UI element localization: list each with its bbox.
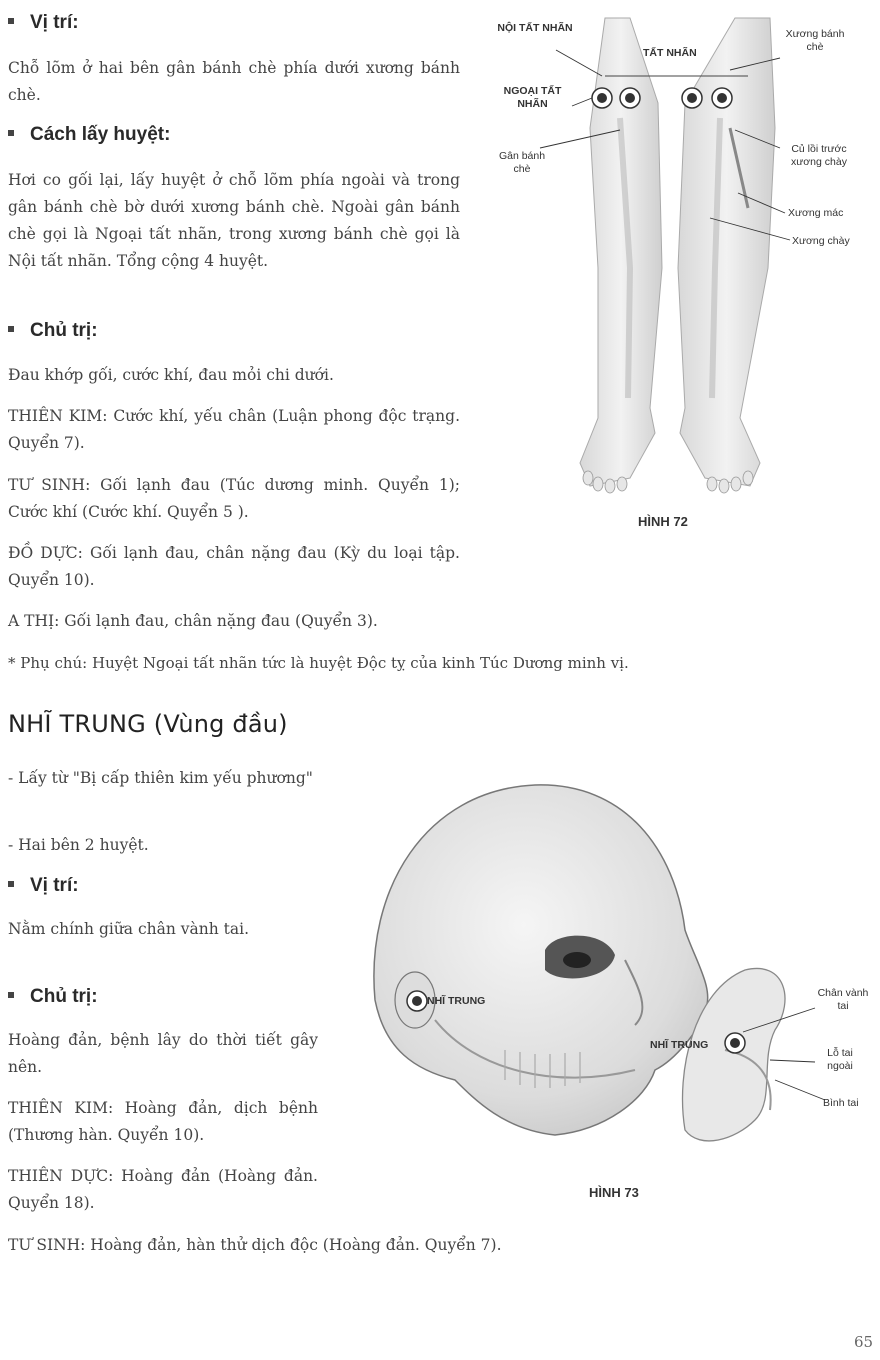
bullet-icon [8,130,14,136]
figure-72-caption: HÌNH 72 [638,514,688,529]
vi-tri-text: Chỗ lõm ở hai bên gân bánh chè phía dưới xương bánh chè. [8,59,460,104]
vi-tri-heading: Vị trí: [8,12,79,34]
chu-tri-item-2: THIÊN DỰC: Hoàng đản (Hoàng đản. Quyển 18). [8,1167,318,1212]
chu-tri-item-2: Hoàng đản, bệnh lây do thời tiết gây nên. [8,1031,318,1076]
label-chan-vanh-tai: Chân vành tai [817,987,869,1012]
label-lo-tai-ngoai: Lỗ tai ngoài [827,1047,853,1072]
head-outline [374,785,708,1135]
cach-lay-huyet-heading: Cách lấy huyệt: [8,124,170,146]
vi-tri-text-2: Nằm chính giữa chân vành tai. [8,920,250,938]
bullet-icon [8,326,14,332]
label-gan-banh-che: Gân bánh chè [498,150,546,175]
vi-tri-heading-2: Vị trí: [8,875,79,897]
label-xuong-mac: Xương mác [788,207,844,219]
label-cu-loi-truoc-xuong-chay: Củ lồi trước xương chày [791,143,847,168]
label-xuong-banh-che: Xương bánh chè [785,28,845,53]
chu-tri-item-2: THIÊN KIM: Hoàng đản, dịch bệnh (Thương hàn. Quyển 10). [8,1099,318,1144]
tu-sinh-text: TƯ SINH: Hoàng đản, hàn thử dịch độc (Hoàng đản. Quyển 7). [8,1236,502,1254]
label-nhi-trung-ear: NHĨ TRUNG [650,1039,709,1051]
a-thi-text: A THỊ: Gối lạnh đau, chân nặng đau (Quyển 3). [8,612,378,630]
chu-tri-item: Đau khớp gối, cước khí, đau mỏi chi dưới. [8,366,334,384]
label-noi-tat-nhan: NỘI TẤT NHÃN [497,22,573,34]
figure-72-legs-illustration [480,8,880,508]
chu-tri-heading-2: Chủ trị: [8,986,98,1008]
chu-tri-item: TƯ SINH: Gối lạnh đau (Túc dương minh. Quyển 1); Cước khí (Cước khí. Quyển 5 ). [8,476,460,521]
section-title-nhi-trung: NHĨ TRUNG (Vùng đầu) [8,710,288,738]
bullet-icon [8,18,14,24]
figure-73-caption: HÌNH 73 [589,1185,639,1200]
left-leg-shape [580,18,662,486]
source-line: - Lấy từ "Bị cấp thiên kim yếu phương" [8,769,313,787]
label-ngoai-tat-nhan: NGOẠI TẤT NHÃN [503,85,562,110]
label-xuong-chay: Xương chày [792,235,850,247]
cach-lay-huyet-text: Hơi co gối lại, lấy huyệt ở chỗ lõm phía ngoài và trong gân bánh chè bờ dưới xương bánh chè. Ngoài gân bánh chè gọi là Ngoại tất nhãn, trong xương bánh chè gọi là Nội tất nhãn. Tổng cộng 4 huyệt. [8,171,460,270]
chu-tri-heading: Chủ trị: [8,320,98,342]
chu-tri-item: THIÊN KIM: Cước khí, yếu chân (Luận phong độc trạng. Quyển 7). [8,407,460,452]
phu-chu-note: * Phụ chú: Huyệt Ngoại tất nhãn tức là huyệt Độc tỵ của kinh Túc Dương minh vị. [8,654,629,672]
label-tat-nhan: TẤT NHÃN [643,47,697,59]
figure-73-skull-ear-illustration [355,770,875,1170]
page-number: 65 [854,1333,874,1351]
count-line: - Hai bên 2 huyệt. [8,836,149,854]
bullet-icon [8,881,14,887]
label-nhi-trung-head: NHĨ TRUNG [427,995,486,1007]
label-binh-tai: Bình tai [823,1097,859,1109]
chu-tri-item: ĐỒ DỰC: Gối lạnh đau, chân nặng đau (Kỳ du loại tập. Quyển 10). [8,544,460,589]
bullet-icon [8,992,14,998]
